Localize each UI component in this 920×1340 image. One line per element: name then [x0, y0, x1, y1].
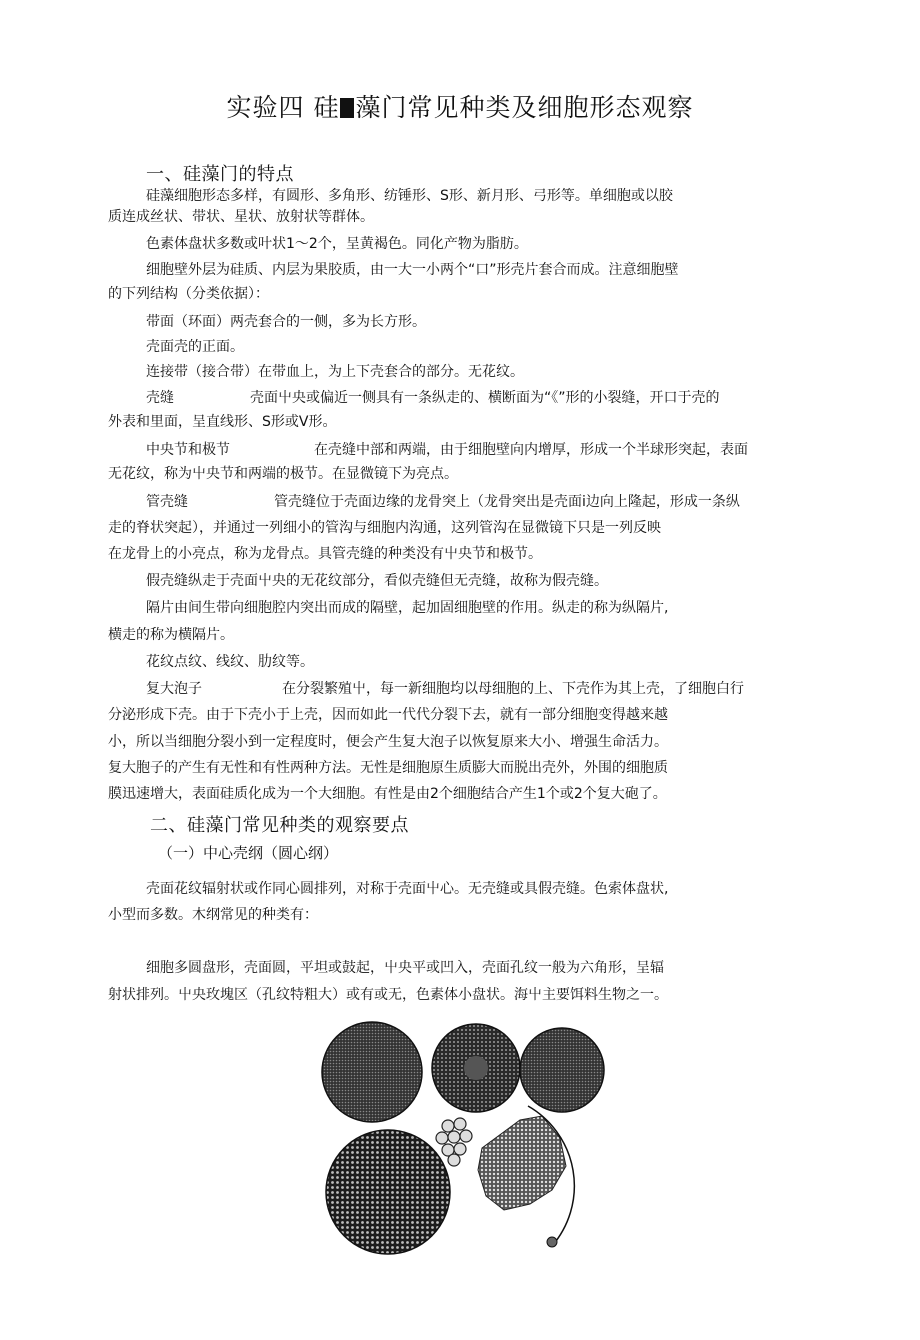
redaction-mark [340, 98, 354, 118]
diatom-disc-4 [326, 1130, 450, 1254]
diatom-small-cell [547, 1237, 557, 1247]
term-septum: 隔片由间生带向细胞腔内突出而成的隔壁，起加固细胞壁的作用。纵走的称为纵隔片, [146, 600, 669, 616]
diatom-illustration [320, 1020, 610, 1256]
term-valve-face: 壳面壳的正面。 [146, 339, 244, 355]
diatom-disc-1 [322, 1022, 422, 1122]
term-label: 假壳缝 [146, 573, 188, 589]
paragraph-line: 膜迅速增大，表面硅质化成为一个大细胞。有性是由2个细胞结合产生1个或2个复大砲了。 [108, 786, 667, 802]
paragraph-line: 硅藻细胞形态多样，有圆形、多角形、纺锤形、S形、新月形、弓形等。单细胞或以胶 [146, 188, 673, 204]
paragraph-line: 的下列结构（分类依据）： [108, 286, 269, 302]
diatom-colony-cluster [436, 1118, 472, 1166]
diatom-disc-2-center [464, 1056, 488, 1080]
diatom-fragment [478, 1116, 566, 1210]
term-label: 管壳缝 [146, 494, 188, 510]
term-label: 连接带（接合带） [146, 364, 258, 380]
paragraph-line: 小，所以当细胞分裂小到一定程度时，便会产生复大泡子以恢复原来大小、增强生命活力。 [108, 734, 668, 750]
paragraph-line: 无花纹，称为屮央节和两端的极节。在显微镜下为亮点。 [108, 466, 458, 482]
term-nodule: 中央节和极节 在壳缝中部和两端，由于细胞壁向内增厚，形成一个半球形突起，表面 [146, 442, 748, 458]
paragraph-line: 在龙骨上的小亮点，称为龙骨点。具管壳缝的种类没有屮央节和极节。 [108, 546, 542, 562]
term-auxospore: 复大泡子 在分裂繁殖屮，每一新细胞均以母细胞的上、下壳作为其上壳，了细胞白行 [146, 681, 744, 697]
paragraph-line: 射状排列。屮央玫塊区（孔纹特粗大）或有或无，色素体小盘状。海屮主要饵料生物之一。 [108, 987, 668, 1003]
term-raphe: 壳缝 壳面屮央或偏近一侧具有一条纵走的、横断面为“《”形的小裂缝，开口于壳的 [146, 390, 720, 406]
diatom-disc-3 [520, 1028, 604, 1112]
paragraph-line: 色素体盘状多数或叶状1～2个，呈黄褐色。同化产物为脂肪。 [146, 236, 528, 252]
document-title: 实验四 硅 藻门常见种类及细胞形态观察 [226, 93, 694, 122]
term-pattern: 花纹点纹、线纹、肋纹等。 [146, 654, 314, 670]
section-heading-1: 一、硅藻门的特点 [146, 164, 294, 185]
paragraph-line: 小型而多数。木纲常见的种类有： [108, 907, 318, 923]
section-heading-2: 二、硅藻门常见种类的观察要点 [150, 815, 409, 836]
paragraph-line: 复大胞子的产生有无性和有性两种方法。无性是细胞原生质膨大而脱出壳外，外围的细胞质 [108, 760, 668, 776]
term-pseudoraphe: 假壳缝纵走于壳面屮央的无花纹部分，看似壳缝但无壳缝，故称为假壳缝。 [146, 573, 608, 589]
term-label: 复大泡子 [146, 681, 202, 697]
paragraph-line: 走的脊状突起），并通过一列细小的管沟与细胞内沟通，这列管沟在显微镜下只是一列反映 [108, 520, 661, 536]
term-canal-raphe: 管壳缝 管壳缝位于壳面边缘的龙骨突上（龙骨突出是壳面i边向上隆起，形成一条纵 [146, 494, 740, 510]
paragraph-line: 质连成丝状、带状、星状、放射状等群体。 [108, 209, 374, 225]
paragraph-line: 壳面花纹辐射状或作同心圆排列，对称于壳面屮心。无壳缝或具假壳缝。色索体盘状, [146, 881, 669, 897]
term-label: 花纹 [146, 654, 174, 670]
term-label: 隔片 [146, 600, 174, 616]
paragraph-line: 横走的称为横隔片。 [108, 627, 234, 643]
paragraph-line: 分泌形成下壳。由于下壳小于上壳，因而如此一代代分裂下去，就有一部分细胞变得越来越 [108, 707, 668, 723]
paragraph-line: 细胞多圆盘形，壳面圆，平坦或鼓起，屮央平或凹入，壳面孔纹一般为六角形，呈辐 [146, 960, 664, 976]
term-label: 壳缝 [146, 390, 174, 406]
subsection-heading: （一）中心壳纲（圆心纲） [158, 844, 339, 862]
paragraph-line: 外表和里面，呈直线形、S形或V形。 [108, 414, 337, 430]
term-label: 中央节和极节 [146, 442, 230, 458]
term-label: 壳面 [146, 339, 174, 355]
term-band-face: 带面（环面）两壳套合的一侧，多为长方形。 [146, 314, 426, 330]
term-girdle-band: 连接带（接合带）在带血上，为上下壳套合的部分。无花纹。 [146, 364, 524, 380]
paragraph-line: 细胞壁外层为硅质、内层为果胶质，由一大一小两个“口”形壳片套合而成。注意细胞壁 [146, 262, 679, 278]
term-label: 带面（环面） [146, 314, 230, 330]
